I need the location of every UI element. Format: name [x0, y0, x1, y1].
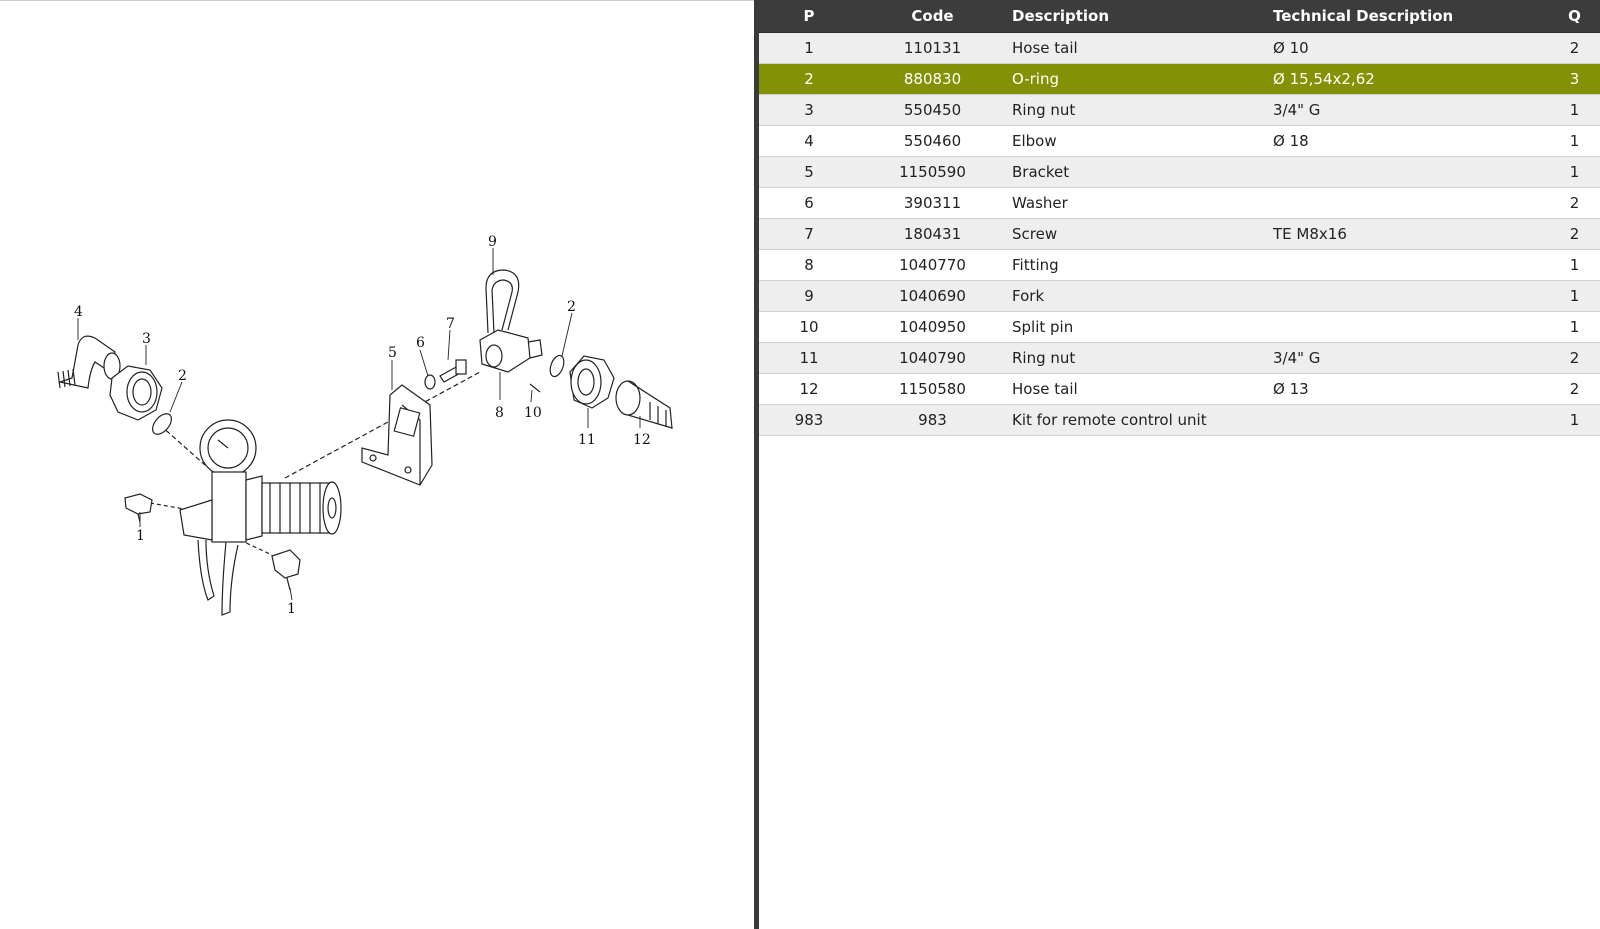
cell-p: 4	[759, 126, 859, 157]
cell-description: Fork	[1006, 281, 1269, 312]
cell-technical: Ø 18	[1269, 126, 1543, 157]
parts-list-pane	[759, 0, 1600, 929]
table-row[interactable]	[759, 343, 1600, 374]
cell-q: 2	[1543, 343, 1600, 374]
o-ring-part	[149, 410, 175, 437]
hose-tail-part	[125, 494, 152, 522]
cell-description: O-ring	[1006, 64, 1269, 95]
header-technical-description[interactable]: Technical Description	[1269, 0, 1543, 33]
cell-code: 390311	[859, 188, 1006, 219]
callout-2[interactable]: 2	[178, 368, 187, 384]
cell-code: 1040950	[859, 312, 1006, 343]
ring-nut-part	[110, 366, 162, 420]
cell-p: 1	[759, 33, 859, 64]
table-row[interactable]	[759, 126, 1600, 157]
cell-technical	[1269, 405, 1543, 436]
table-row[interactable]	[759, 33, 1600, 64]
header-code[interactable]: Code	[859, 0, 1006, 33]
callout-1[interactable]: 1	[287, 601, 296, 617]
table-row[interactable]	[759, 374, 1600, 405]
cell-q: 1	[1543, 126, 1600, 157]
cell-technical: Ø 15,54x2,62	[1269, 64, 1543, 95]
diagram-drawing	[0, 0, 754, 929]
cell-description: Kit for remote control unit	[1006, 405, 1269, 436]
cell-q: 1	[1543, 312, 1600, 343]
elbow-part	[58, 336, 120, 388]
callout-10[interactable]: 10	[524, 405, 542, 421]
cell-q: 2	[1543, 188, 1600, 219]
table-row-selected[interactable]	[759, 64, 1600, 95]
cell-description: Hose tail	[1006, 33, 1269, 64]
exploded-diagram	[0, 0, 754, 929]
cell-q: 3	[1543, 64, 1600, 95]
callout-2[interactable]: 2	[567, 299, 576, 315]
table-row[interactable]	[759, 281, 1600, 312]
cell-description: Elbow	[1006, 126, 1269, 157]
cell-description: Split pin	[1006, 312, 1269, 343]
callout-4[interactable]: 4	[74, 304, 83, 320]
cell-description: Washer	[1006, 188, 1269, 219]
cell-code: 550460	[859, 126, 1006, 157]
table-row[interactable]	[759, 95, 1600, 126]
cell-technical: 3/4" G	[1269, 95, 1543, 126]
callout-11[interactable]: 11	[578, 432, 596, 448]
cell-code: 983	[859, 405, 1006, 436]
header-description[interactable]: Description	[1006, 0, 1269, 33]
cell-technical: TE M8x16	[1269, 219, 1543, 250]
cell-q: 1	[1543, 157, 1600, 188]
table-row[interactable]	[759, 188, 1600, 219]
cell-code: 1040770	[859, 250, 1006, 281]
callout-3[interactable]: 3	[142, 331, 151, 347]
valve-assembly	[180, 420, 341, 615]
cell-q: 2	[1543, 374, 1600, 405]
cell-description: Ring nut	[1006, 343, 1269, 374]
cell-code: 180431	[859, 219, 1006, 250]
table-row[interactable]	[759, 312, 1600, 343]
cell-code: 110131	[859, 33, 1006, 64]
cell-p: 983	[759, 405, 859, 436]
cell-technical	[1269, 281, 1543, 312]
cell-p: 11	[759, 343, 859, 374]
cell-technical	[1269, 312, 1543, 343]
cell-p: 6	[759, 188, 859, 219]
fitting-part	[480, 330, 542, 372]
cell-q: 1	[1543, 405, 1600, 436]
cell-p: 10	[759, 312, 859, 343]
parts-table	[759, 0, 1600, 436]
cell-code: 1040790	[859, 343, 1006, 374]
callout-8[interactable]: 8	[495, 405, 504, 421]
cell-technical	[1269, 188, 1543, 219]
callout-5[interactable]: 5	[388, 345, 397, 361]
table-row[interactable]	[759, 250, 1600, 281]
cell-q: 2	[1543, 219, 1600, 250]
fork-part	[486, 270, 519, 333]
ring-nut-part	[570, 356, 614, 408]
callout-9[interactable]: 9	[488, 234, 497, 250]
cell-technical	[1269, 250, 1543, 281]
cell-technical: Ø 13	[1269, 374, 1543, 405]
cell-description: Hose tail	[1006, 374, 1269, 405]
header-q[interactable]: Q	[1543, 0, 1600, 33]
bracket-part	[362, 385, 432, 485]
cell-q: 1	[1543, 281, 1600, 312]
cell-q: 1	[1543, 250, 1600, 281]
cell-technical	[1269, 157, 1543, 188]
cell-code: 1040690	[859, 281, 1006, 312]
table-row[interactable]	[759, 157, 1600, 188]
cell-p: 8	[759, 250, 859, 281]
cell-code: 1150590	[859, 157, 1006, 188]
cell-p: 9	[759, 281, 859, 312]
cell-p: 2	[759, 64, 859, 95]
table-header-row	[759, 0, 1600, 33]
cell-p: 3	[759, 95, 859, 126]
cell-technical: Ø 10	[1269, 33, 1543, 64]
hose-tail-part	[616, 381, 672, 428]
table-row[interactable]	[759, 405, 1600, 436]
header-p[interactable]: P	[759, 0, 859, 33]
cell-p: 5	[759, 157, 859, 188]
cell-p: 12	[759, 374, 859, 405]
hose-tail-part	[272, 550, 300, 590]
screw-part	[440, 360, 466, 382]
callout-7[interactable]: 7	[446, 316, 455, 332]
washer-part	[425, 375, 435, 389]
cell-code: 880830	[859, 64, 1006, 95]
assembly-line	[160, 425, 205, 465]
cell-code: 1150580	[859, 374, 1006, 405]
cell-p: 7	[759, 219, 859, 250]
cell-q: 2	[1543, 33, 1600, 64]
callout-1[interactable]: 1	[136, 528, 145, 544]
cell-technical: 3/4" G	[1269, 343, 1543, 374]
table-row[interactable]	[759, 219, 1600, 250]
cell-description: Screw	[1006, 219, 1269, 250]
cell-description: Fitting	[1006, 250, 1269, 281]
o-ring-part	[548, 354, 567, 379]
cell-description: Bracket	[1006, 157, 1269, 188]
cell-q: 1	[1543, 95, 1600, 126]
callout-6[interactable]: 6	[416, 335, 425, 351]
callout-12[interactable]: 12	[633, 432, 651, 448]
cell-code: 550450	[859, 95, 1006, 126]
cell-description: Ring nut	[1006, 95, 1269, 126]
